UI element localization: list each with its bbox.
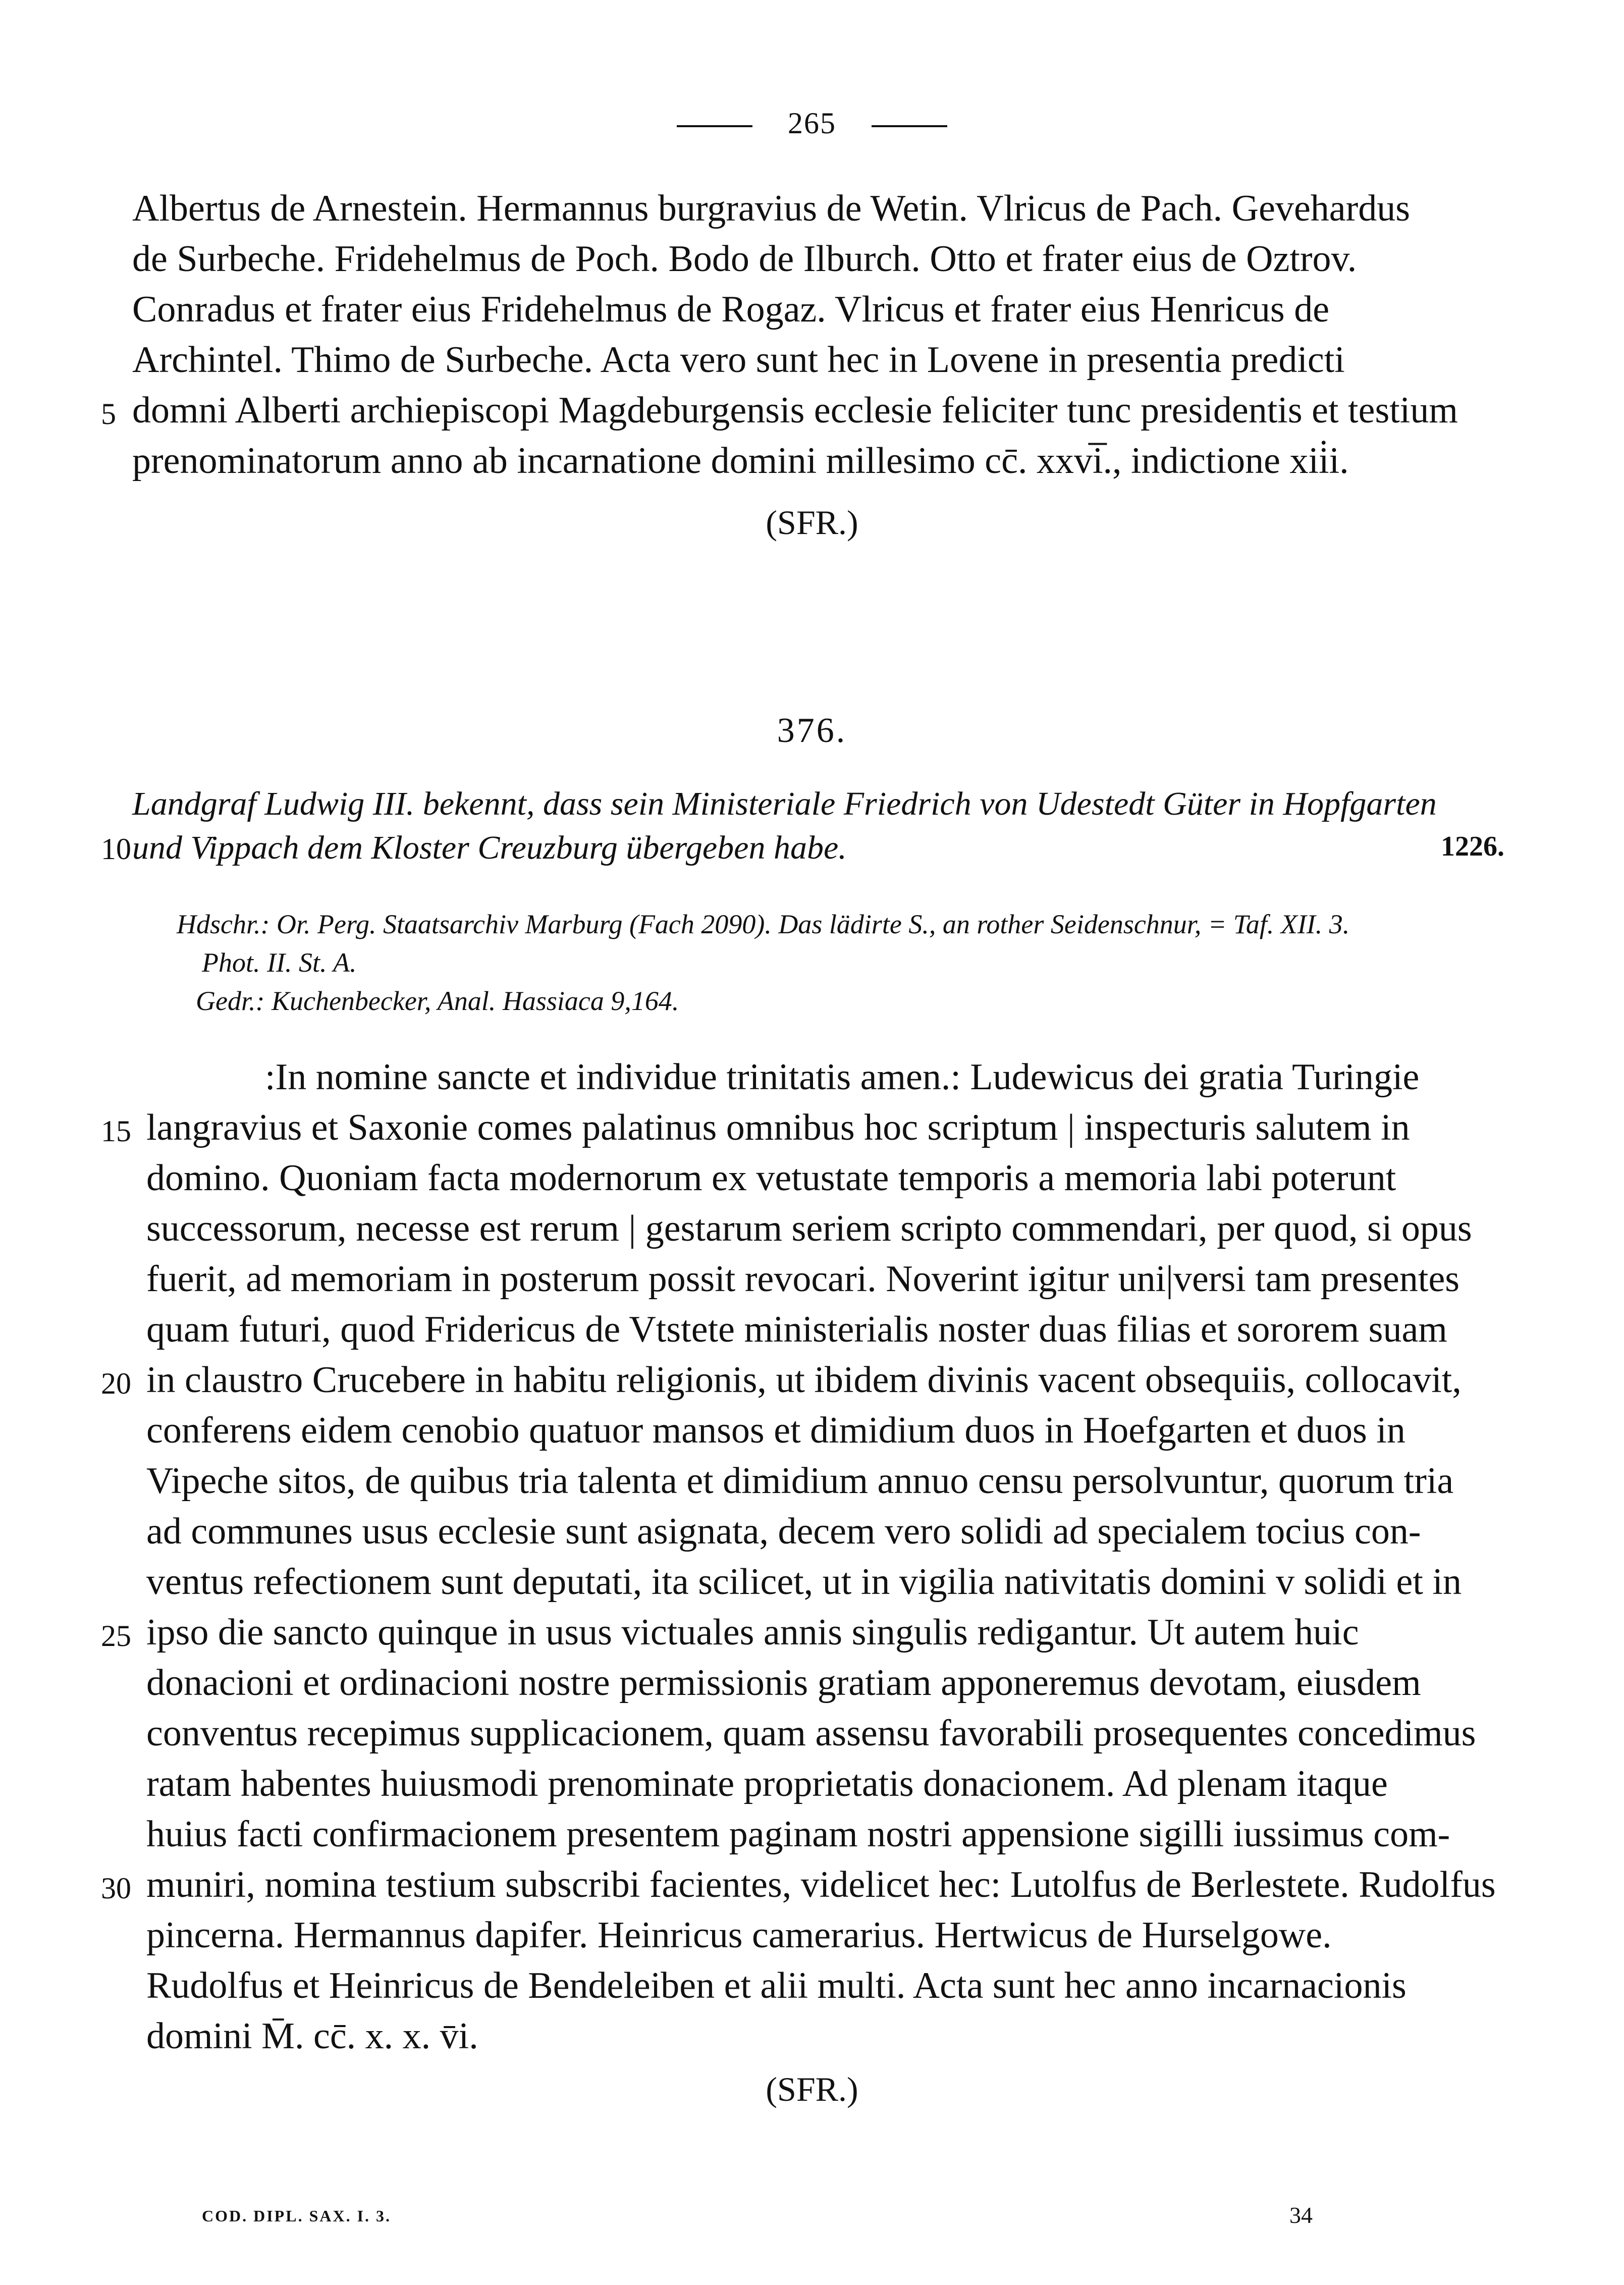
charter-line: huius facti confirmacionem presentem paginam nostri appensione sigilli iussimus com- (146, 1814, 1450, 1855)
manuscript-note: Hdschr.: Or. Perg. Staatsarchiv Marburg (Fach 2090). Das lädirte S., an rother Seidenschnur, = Taf. XII. 3. (177, 909, 1350, 939)
line-number-10: 10 (101, 832, 131, 866)
charter-line: pincerna. Hermannus dapifer. Heinricus camerarius. Hertwicus de Hurselgowe. (146, 1915, 1332, 1956)
prev-text-line: domni Alberti archiepiscopi Magdeburgensis ecclesie feliciter tunc presidentis et testium (132, 390, 1458, 431)
header-dash-right (872, 125, 947, 127)
prev-sign-sfr: (SFR.) (766, 503, 858, 542)
charter-line: :In nomine sancte et individue trinitatis amen.: Ludewicus dei gratia Turingie (265, 1056, 1420, 1098)
charter-line: successorum, necesse est rerum | gestarum seriem scripto commendari, per quod, si opus (146, 1208, 1472, 1249)
line-number-25: 25 (101, 1619, 131, 1653)
charter-line: in claustro Crucebere in habitu religionis, ut ibidem divinis vacent obsequiis, collocavit, (146, 1359, 1461, 1401)
footer-signature: COD. DIPL. SAX. I. 3. (202, 2207, 392, 2225)
prev-text-line: prenominatorum anno ab incarnatione domini millesimo cc̄. xxvi̅., indictione xii̇i. (132, 440, 1349, 482)
document-number: 376. (777, 711, 847, 750)
prev-text-line: Archintel. Thimo de Surbeche. Acta vero sunt hec in Lovene in presentia predicti (132, 339, 1345, 381)
footer-sheet-number: 34 (1289, 2202, 1313, 2228)
charter-line: ventus refectionem sunt deputati, ita scilicet, ut in vigilia nativitatis domini v solidi et in (146, 1561, 1461, 1603)
charter-line: domini M̄. cc̄. x. x. v̄i. (146, 2015, 478, 2057)
charter-line: fuerit, ad memoriam in posterum possit revocari. Noverint igitur uni|versi tam presentes (146, 1258, 1460, 1300)
charter-line: conferens eidem cenobio quatuor mansos et dimidium duos in Hoefgarten et duos in (146, 1410, 1405, 1451)
prev-text-line: Conradus et frater eius Fridehelmus de Rogaz. Vlricus et frater eius Henricus de (132, 289, 1330, 330)
charter-line: conventus recepimus supplicacionem, quam assensu favorabili prosequentes concedimus (146, 1713, 1476, 1754)
charter-line: domino. Quoniam facta modernorum ex vetustate temporis a memoria labi poterunt (146, 1157, 1396, 1199)
regest-line: und Vippach dem Kloster Creuzburg übergeben habe. (132, 829, 847, 866)
charter-line: ipso die sancto quinque in usus victuales annis singulis redigantur. Ut autem huic (146, 1612, 1359, 1653)
line-number-30: 30 (101, 1872, 131, 1905)
regest-line: Landgraf Ludwig III. bekennt, dass sein Ministeriale Friedrich von Udestedt Güter in Hopfgarten (132, 785, 1437, 822)
line-number-15: 15 (101, 1114, 131, 1148)
print-note: Gedr.: Kuchenbecker, Anal. Hassiaca 9,164. (196, 986, 679, 1016)
prev-text-line: de Surbeche. Fridehelmus de Poch. Bodo de Ilburch. Otto et frater eius de Oztrov. (132, 238, 1357, 280)
charter-line: Vipeche sitos, de quibus tria talenta et dimidium annuo censu persolvuntur, quorum tria (146, 1460, 1454, 1502)
charter-line: donacioni et ordinacioni nostre permissionis gratiam apponeremus devotam, eiusdem (146, 1662, 1421, 1704)
photo-note: Phot. II. St. A. (202, 947, 357, 978)
document-sign-sfr: (SFR.) (766, 2070, 858, 2108)
charter-line: quam futuri, quod Fridericus de Vtstete ministerialis noster duas filias et sororem suam (146, 1309, 1447, 1350)
header-dash-left (677, 125, 752, 127)
line-number-5: 5 (101, 397, 116, 431)
charter-line: langravius et Saxonie comes palatinus omnibus hoc scriptum | inspecturis salutem in (146, 1107, 1410, 1148)
prev-text-line: Albertus de Arnestein. Hermannus burgravius de Wetin. Vlricus de Pach. Gevehardus (132, 188, 1411, 229)
charter-line: ad communes usus ecclesie sunt asignata, decem vero solidi ad specialem tocius con- (146, 1511, 1421, 1552)
charter-line: muniri, nomina testium subscribi facientes, videlicet hec: Lutolfus de Berlestete. Rudolfus (146, 1864, 1496, 1905)
document-date: 1226. (1441, 831, 1504, 862)
charter-line: Rudolfus et Heinricus de Bendeleiben et alii multi. Acta sunt hec anno incarnacionis (146, 1965, 1406, 2006)
charter-line: ratam habentes huiusmodi prenominate proprietatis donacionem. Ad plenam itaque (146, 1763, 1388, 1804)
page-header (0, 106, 1624, 141)
line-number-20: 20 (101, 1367, 131, 1400)
page-number: 265 (788, 107, 836, 140)
